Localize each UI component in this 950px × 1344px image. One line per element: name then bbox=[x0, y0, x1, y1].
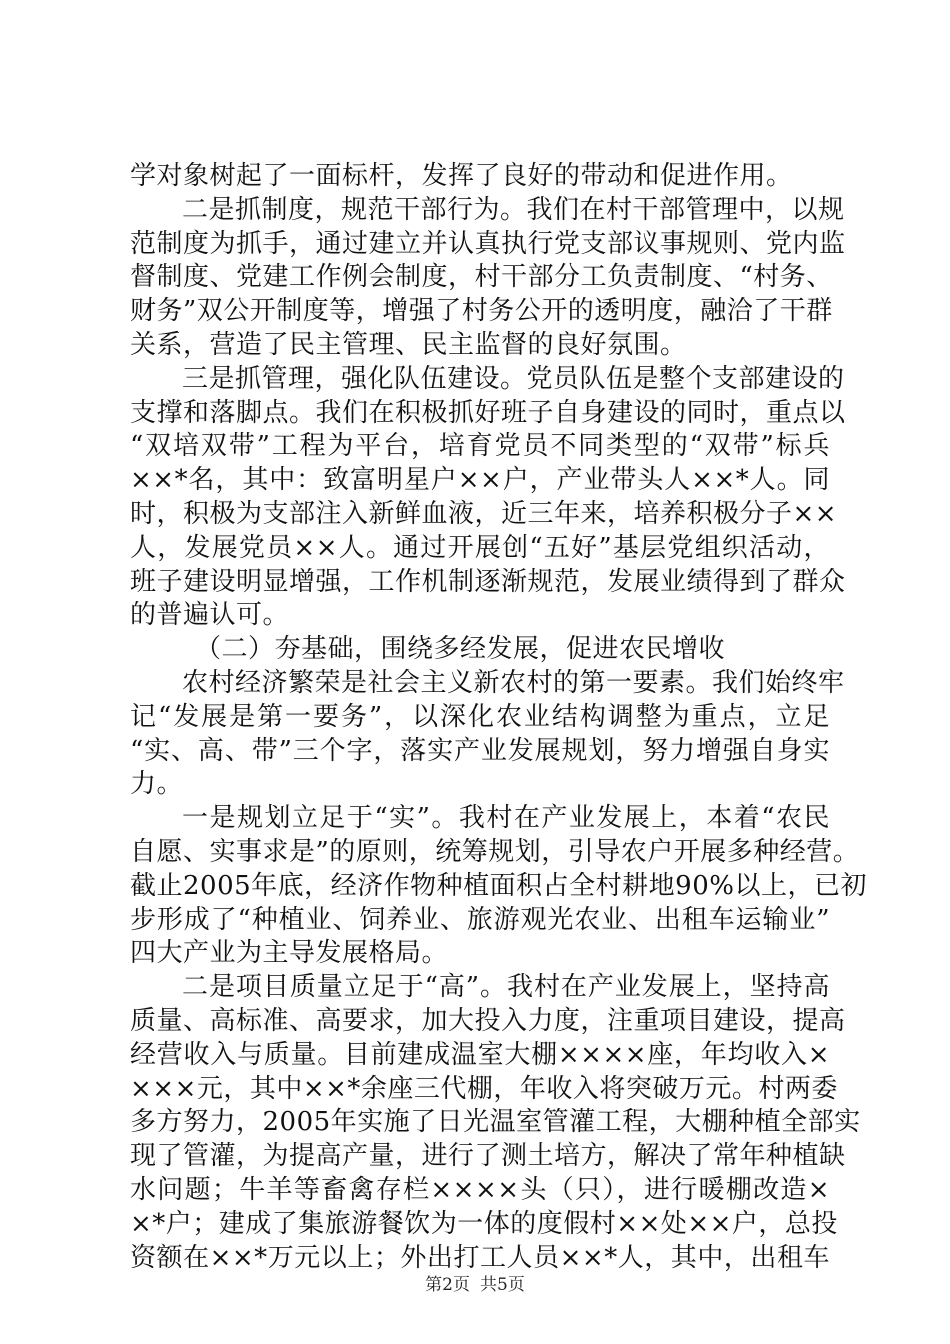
text-line: 四大产业为主导发展格局。 bbox=[130, 938, 449, 969]
text-line: 支撑和落脚点。我们在积极抓好班子自身建设的同时，重点以 bbox=[130, 397, 846, 428]
text-line: 财务”双公开制度等，增强了村务公开的透明度，融洽了干群 bbox=[130, 296, 833, 327]
page-total: 共5页 bbox=[480, 1275, 525, 1295]
text-line: 二是项目质量立足于“高”。我村在产业发展上，坚持高 bbox=[182, 972, 830, 1003]
text-line: 班子建设明显增强，工作机制逐渐规范，发展业绩得到了群众 bbox=[130, 566, 846, 597]
text-line: 一是规划立足于“实”。我村在产业发展上，本着“农民 bbox=[182, 803, 830, 834]
document-body bbox=[130, 160, 867, 1275]
text-line: （二）夯基础，围绕多经发展，促进农民增收 bbox=[195, 634, 726, 665]
text-line: 力。 bbox=[130, 769, 184, 800]
text-line: ×××元，其中××*余座三代棚，年收入将突破万元。村两委 bbox=[130, 1073, 838, 1104]
text-line: 二是抓制度，规范干部行为。我们在村干部管理中，以规 bbox=[182, 194, 845, 225]
text-line: 步形成了“种植业、饲养业、旅游观光农业、出租车运输业” bbox=[130, 904, 830, 935]
text-line: 农村经济繁荣是社会主义新农村的第一要素。我们始终牢 bbox=[182, 667, 845, 698]
text-line: 关系，营造了民主管理、民主监督的良好氛围。 bbox=[130, 329, 687, 360]
text-line: “实、高、带”三个字，落实产业发展规划，努力增强自身实 bbox=[130, 735, 830, 766]
text-line: 的普遍认可。 bbox=[130, 600, 290, 631]
text-line: 自愿、实事求是”的原则，统筹规划，引导农户开展多种经营。 bbox=[130, 836, 860, 867]
page-number: 第2页 bbox=[425, 1275, 470, 1295]
text-line: 记“发展是第一要务”，以深化农业结构调整为重点，立足 bbox=[130, 701, 830, 732]
text-line: 时，积极为支部注入新鲜血液，近三年来，培养积极分子×× bbox=[130, 498, 838, 529]
text-line: 经营收入与质量。目前建成温室大棚××××座，年均收入× bbox=[130, 1039, 830, 1070]
text-line: 多方努力，2005年实施了日光温室管灌工程，大棚种植全部实 bbox=[130, 1107, 861, 1138]
text-line: 三是抓管理，强化队伍建设。党员队伍是整个支部建设的 bbox=[182, 363, 845, 394]
text-line: 人，发展党员××人。通过开展创“五好”基层党组织活动， bbox=[130, 532, 830, 563]
text-line: 质量、高标准、高要求，加大投入力度，注重项目建设，提高 bbox=[130, 1005, 846, 1036]
text-line: “双培双带”工程为平台，培育党员不同类型的“双带”标兵 bbox=[130, 431, 830, 462]
text-line: 资额在××*万元以上；外出打工人员××*人，其中，出租车 bbox=[130, 1242, 830, 1273]
text-line: ×*户；建成了集旅游餐饮为一体的度假村××处××户，总投 bbox=[130, 1208, 838, 1239]
text-line: 水问题；牛羊等畜禽存栏××××头（只），进行暖棚改造× bbox=[130, 1174, 830, 1205]
text-line: 现了管灌，为提高产量，进行了测土培方，解决了常年种植缺 bbox=[130, 1141, 846, 1172]
text-line: 截止2005年底，经济作物种植面积占全村耕地90%以上，已初 bbox=[130, 870, 867, 901]
text-line: 学对象树起了一面标杆，发挥了良好的带动和促进作用。 bbox=[130, 161, 793, 191]
page-footer bbox=[0, 1275, 950, 1295]
text-line: 范制度为抓手，通过建立并认真执行党支部议事规则、党内监 bbox=[130, 228, 846, 259]
text-line: 督制度、党建工作例会制度，村干部分工负责制度、“村务、 bbox=[130, 262, 833, 293]
text-line: ××*名，其中：致富明星户××户，产业带头人××*人。同 bbox=[130, 465, 830, 496]
